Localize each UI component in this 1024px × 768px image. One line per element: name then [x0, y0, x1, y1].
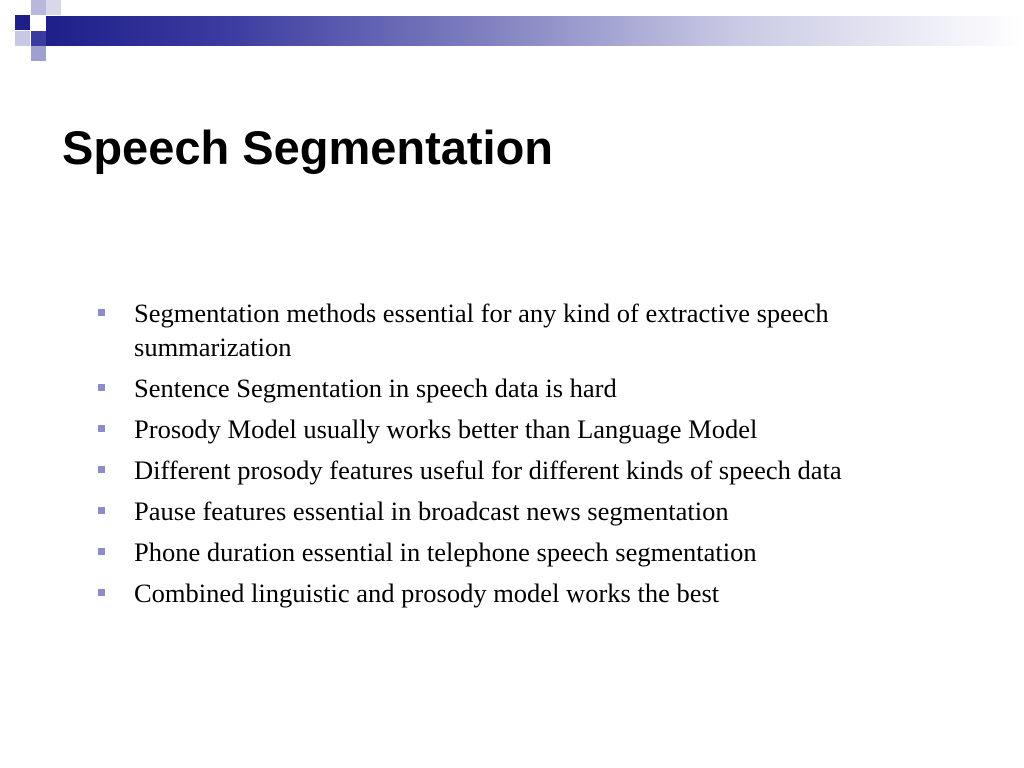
header-gradient-band	[46, 16, 1024, 46]
square-bullet-icon	[98, 425, 105, 432]
bullet-text: Phone duration essential in telephone speech segmentation	[134, 537, 757, 567]
bullet-text: Sentence Segmentation in speech data is hard	[134, 373, 617, 403]
bullet-item	[96, 535, 976, 569]
header-square	[31, 31, 46, 46]
square-bullet-icon	[98, 548, 105, 555]
square-bullet-icon	[98, 309, 105, 316]
bullet-text: Segmentation methods essential for any kind of extractive speech summarization	[134, 298, 829, 362]
header-square	[15, 31, 30, 46]
square-bullet-icon	[98, 507, 105, 514]
square-bullet-icon	[98, 384, 105, 391]
slide-title: Speech Segmentation	[62, 121, 553, 174]
bullet-item	[96, 412, 976, 446]
bullet-text: Combined linguistic and prosody model works the best	[134, 578, 720, 608]
header-square	[31, 0, 46, 15]
bullet-text: Different prosody features useful for different kinds of speech data	[134, 455, 842, 485]
bullet-item	[96, 576, 976, 610]
bullet-item	[96, 453, 976, 487]
square-bullet-icon	[98, 589, 105, 596]
bullet-text: Prosody Model usually works better than Language Model	[134, 414, 758, 444]
bullet-item	[96, 371, 976, 405]
bullet-item	[96, 494, 976, 528]
bullet-item	[96, 296, 976, 364]
header-square	[15, 15, 30, 30]
square-bullet-icon	[98, 466, 105, 473]
bullet-list	[96, 296, 976, 617]
header-square	[31, 46, 46, 61]
bullet-text: Pause features essential in broadcast news segmentation	[134, 496, 729, 526]
header-square	[46, 0, 61, 15]
